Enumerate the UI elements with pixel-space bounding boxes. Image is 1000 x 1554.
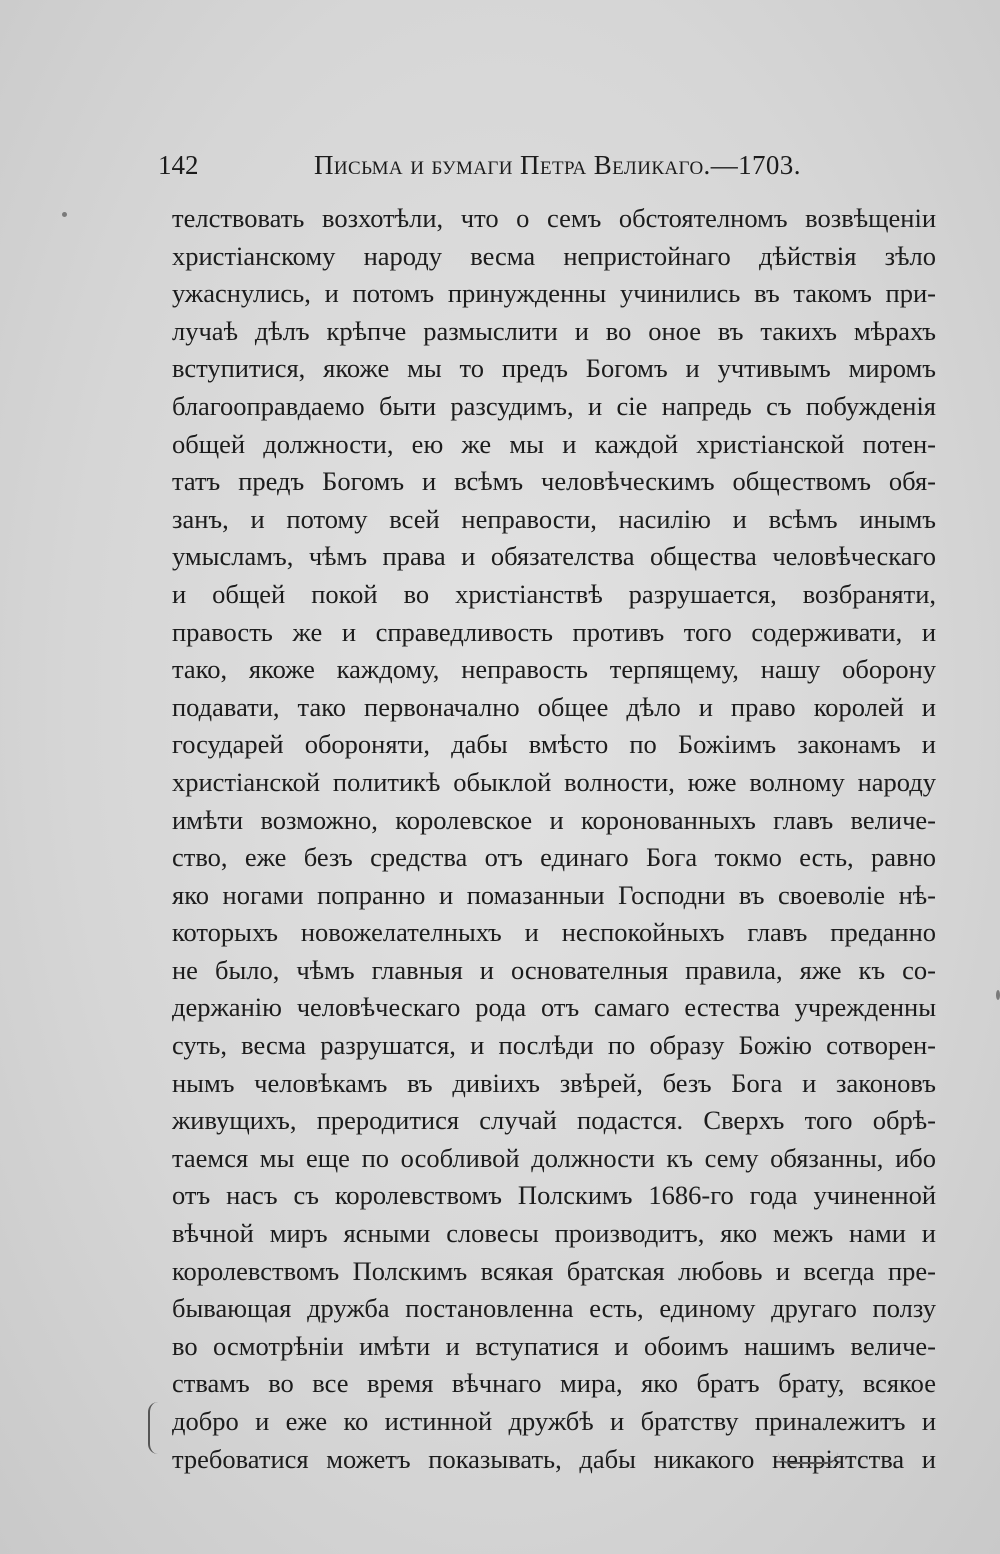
text-line: и общей покой во христіанствѣ разрушается, возбраняти, [172,578,936,609]
running-title: Письма и бумаги Петра Великаго.—1703. [314,150,801,180]
text-line: ство, еже безъ средства отъ единаго Бога токмо есть, равно [172,842,936,873]
text-line: держанію человѣческаго рода отъ самаго естества учрежденны [172,992,936,1023]
text-line: татъ предъ Богомъ и всѣмъ человѣческимъ обществомъ обя- [172,466,936,497]
text-line: телствовать возхотѣли, что о семъ обстоятелномъ возвѣщеніи [172,203,936,233]
body-text [172,200,936,1478]
text-line: христіанской политикѣ обыклой волности, юже волному народу [172,766,936,797]
text-line: вступитися, якоже мы то предъ Богомъ и учтивымъ миромъ [172,353,936,384]
text-line: тако, якоже каждому, неправость терпящему, нашу оборону [172,654,936,685]
page-header [158,147,801,183]
text-line: государей обороняти, дабы вмѣсто по Божіимъ законамъ и [172,729,936,760]
pencil-underline-mark [778,1452,838,1464]
text-line: не было, чѣмъ главныя и основателныя правила, яже къ со- [172,954,936,985]
text-line: правость же и справедливость противъ того содерживати, и [172,616,936,647]
text-line: занъ, и потому всей неправости, насилію и всѣмъ инымъ [172,503,936,534]
text-line: общей должности, ею же мы и каждой христіанской потен- [172,428,936,459]
text-line: отъ насъ съ королевствомъ Полскимъ 1686-го года учиненной [172,1180,936,1211]
paper-speck [62,212,67,217]
text-line: добро и еже ко истинной дружбѣ и братству приналежитъ и [172,1406,936,1436]
text-line: таемся мы еще по особливой должности къ сему обязанны, ибо [172,1142,936,1173]
text-line: благооправдаемо быти разсудимъ, и сіе напредь съ побужденія [172,390,936,421]
text-line: лучаѣ дѣлъ крѣпче размыслити и во оное въ такихъ мѣрахъ [172,315,936,346]
text-line: бывающая дружба постановленна есть, единому другаго ползу [172,1293,936,1324]
paper-speck [996,990,1000,1000]
text-line: имѣти возможно, королевское и коронованныхъ главъ величе- [172,804,936,835]
text-line: королевствомъ Полскимъ всякая братская любовь и всегда пре- [172,1255,936,1286]
text-line: яко ногами попранно и помазанныи Господни въ своеволіе нѣ- [172,879,936,910]
text-line: христіанскому народу весма непристойнаго дѣйствія зѣло [172,240,936,271]
text-line: во осмотрѣніи имѣти и вступатися и обоимъ нашимъ величе- [172,1330,936,1361]
text-line: умысламъ, чѣмъ права и обязателства общества человѣческаго [172,541,936,572]
text-line: ствамъ во все время вѣчнаго мира, яко братъ брату, всякое [172,1368,936,1399]
margin-pencil-mark [148,1402,166,1454]
text-line: которыхъ новожелателныхъ и неспокойныхъ главъ преданно [172,917,936,948]
text-line: вѣчной миръ ясными словесы производитъ, яко межъ нами и [172,1218,936,1249]
text-line: ужаснулись, и потомъ принужденны учинились въ такомъ при- [172,278,936,309]
page-number: 142 [158,150,199,180]
text-line: подавати, тако первоначално общее дѣло и право королей и [172,691,936,722]
text-line: требоватися можетъ показывать, дабы никакого непріятства и [172,1443,936,1474]
text-line: нымъ человѣкамъ въ дивіихъ звѣрей, безъ Бога и законовъ [172,1067,936,1098]
text-line: живущихъ, преродитися случай подастся. Сверхъ того обрѣ- [172,1105,936,1136]
text-line: суть, весма разрушатся, и послѣди по образу Божію сотворен- [172,1030,936,1061]
